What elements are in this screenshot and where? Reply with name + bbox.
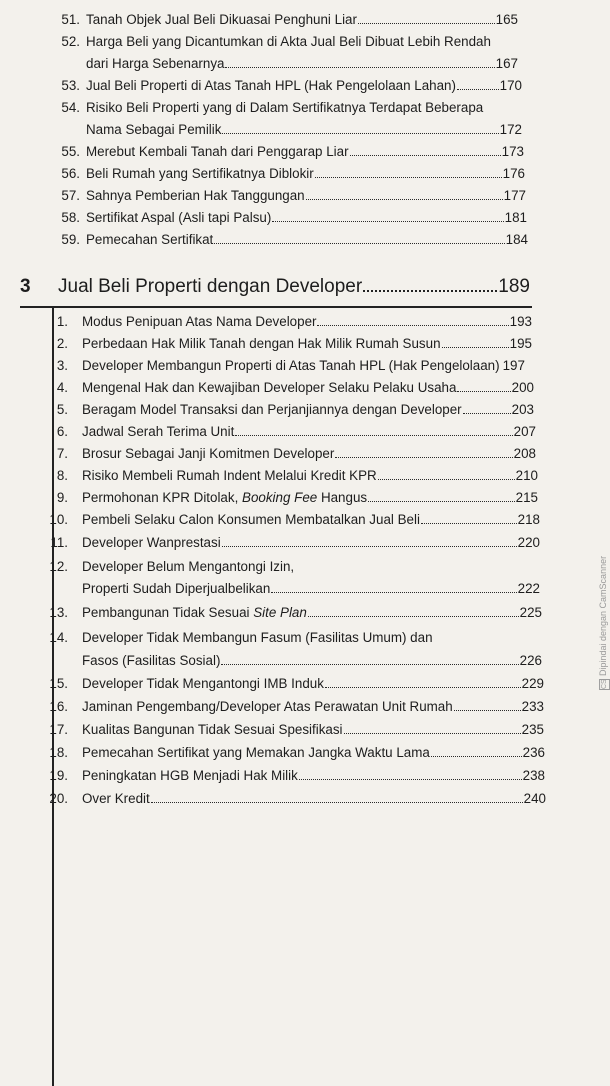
entry-number: 5. [56,402,68,417]
dot-leader [358,14,495,24]
camscanner-icon: CS [601,679,608,689]
entry-title-part: Hangus [317,490,368,505]
dot-leader [463,404,511,414]
entry-page: 197 [502,358,525,373]
dot-leader [457,382,510,392]
entry-title: Pembeli Selaku Calon Konsumen Membatalkan Jual Beli [82,512,420,527]
entry-title: Risiko Membeli Rumah Indent Melalui Kredit KPR [82,468,377,483]
entry-page: 220 [517,535,540,550]
entry-title-italic: Booking Fee [242,490,318,505]
entry-page: 181 [504,210,527,225]
dot-leader [350,146,501,156]
entry-title-cont: Nama Sebagai Pemilik [86,122,222,137]
entry-number: 13. [49,605,68,620]
dot-leader [368,492,515,502]
entry-title: Beli Rumah yang Sertifikatnya Diblokir [86,166,314,181]
entry-number: 18. [49,745,68,760]
entry-number: 6. [56,424,68,439]
entry-number: 9. [56,490,68,505]
dot-leader [378,470,515,480]
entry-number: 51. [61,12,80,27]
dot-leader [325,678,521,688]
entry-number: 7. [56,446,68,461]
entry-number: 52. [61,34,80,49]
entry-title: Modus Penipuan Atas Nama Developer [82,314,317,329]
entry-page: 177 [503,188,526,203]
dot-leader [457,80,499,90]
entry-title: Jaminan Pengembang/Developer Atas Perawatan Unit Rumah [82,699,453,714]
dot-leader [431,747,522,757]
dot-leader [442,338,509,348]
entry-page: 207 [513,424,536,439]
entry-title: Mengenal Hak dan Kewajiban Developer Selaku Pelaku Usaha [82,380,457,395]
entry-page: 226 [519,653,542,668]
entry-title-italic: Site Plan [253,605,307,620]
entry-number: 56. [61,166,80,181]
dot-leader [421,514,517,524]
entry-number: 55. [61,144,80,159]
dot-leader [299,770,522,780]
entry-title [82,487,367,509]
entry-page: 229 [521,676,544,691]
entry-number: 12. [49,559,68,574]
dot-leader [222,124,498,134]
entry-title: Jadwal Serah Terima Unit [82,424,235,439]
dot-leader [225,58,494,68]
dot-leader [306,190,503,200]
scanner-watermark [598,556,610,690]
chapter-rule [20,306,532,308]
entry-title: Over Kredit [82,791,150,806]
entry-page: 167 [495,56,518,71]
entry-page: 225 [519,605,542,620]
watermark-text: Dipindai dengan CamScanner [598,555,608,676]
entry-title: Developer Tidak Membangun Fasum (Fasilitas Umum) dan [82,630,433,645]
entry-title: Developer Membangun Properti di Atas Tanah HPL (Hak Pengelolaan) [82,358,500,373]
entry-number: 4. [56,380,68,395]
entry-title [82,602,307,624]
dot-leader [454,701,521,711]
entry-title: Perbedaan Hak Milik Tanah dengan Hak Milik Rumah Susun [82,336,441,351]
dot-leader [235,426,512,436]
entry-title: Risiko Beli Properti yang di Dalam Sertifikatnya Terdapat Beberapa [86,100,484,115]
entry-title: Developer Tidak Mengantongi IMB Induk [82,676,324,691]
dot-leader [221,655,518,665]
entry-number: 1. [56,314,68,329]
entry-number: 17. [49,722,68,737]
dot-leader [271,583,516,593]
entry-page: 208 [513,446,536,461]
dot-leader [222,537,517,547]
entry-page: 172 [499,122,522,137]
entry-page: 238 [522,768,545,783]
entry-title: Beragam Model Transaksi dan Perjanjiannya dengan Developer [82,402,462,417]
entry-number: 19. [49,768,68,783]
entry-page: 215 [515,490,538,505]
entry-title: Jual Beli Properti di Atas Tanah HPL (Hak Pengelolaan Lahan) [86,78,456,93]
entry-title-part: Pembangunan Tidak Sesuai [82,605,254,620]
entry-title: Peningkatan HGB Menjadi Hak Milik [82,768,298,783]
chapter-page: 189 [498,276,530,297]
entry-title: Pemecahan Sertifikat [86,232,214,247]
dot-leader [317,316,508,326]
entry-number: 58. [61,210,80,225]
entry-page: 176 [502,166,525,181]
entry-page: 218 [517,512,540,527]
entry-page: 210 [515,468,538,483]
entry-number: 2. [56,336,68,351]
entry-title: Harga Beli yang Dicantumkan di Akta Jual Beli Dibuat Lebih Rendah [86,34,491,49]
entry-page: 236 [522,745,545,760]
entry-title: Sahnya Pemberian Hak Tanggungan [86,188,305,203]
dot-leader [335,448,512,458]
entry-page: 165 [495,12,518,27]
dot-leader [308,607,519,617]
dot-leader [344,724,521,734]
entry-number: 57. [61,188,80,203]
entry-number: 8. [56,468,68,483]
entry-page: 200 [511,380,534,395]
dot-leader [363,277,497,292]
entry-number: 16. [49,699,68,714]
entry-number: 3. [56,358,68,373]
entry-page: 235 [521,722,544,737]
entry-number: 15. [49,676,68,691]
dot-leader [315,168,502,178]
entry-number: 20. [49,791,68,806]
entry-page: 240 [523,791,546,806]
entry-title: Kualitas Bangunan Tidak Sesuai Spesifikasi [82,722,343,737]
entry-title: Brosur Sebagai Janji Komitmen Developer [82,446,335,461]
entry-number: 53. [61,78,80,93]
entry-title: Pemecahan Sertifikat yang Memakan Jangka Waktu Lama [82,745,430,760]
entry-title: Merebut Kembali Tanah dari Penggarap Liar [86,144,349,159]
entry-title-cont: dari Harga Sebenarnya [86,56,225,71]
entry-number: 59. [61,232,80,247]
entry-number: 54. [61,100,80,115]
entry-page: 170 [499,78,522,93]
chapter-heading [0,268,600,308]
entry-title: Developer Wanprestasi [82,535,221,550]
entry-page: 203 [511,402,534,417]
entry-page: 193 [509,314,532,329]
entry-number: 10. [49,512,68,527]
entry-page: 173 [501,144,524,159]
dot-leader [214,234,504,244]
entry-title: Developer Belum Mengantongi Izin, [82,559,295,574]
entry-title-cont: Fasos (Fasilitas Sosial) [82,653,221,668]
entry-page: 195 [509,336,532,351]
entry-page: 184 [505,232,528,247]
entry-page: 222 [517,581,540,596]
entry-title-cont: Properti Sudah Diperjualbelikan [82,581,271,596]
entry-title: Tanah Objek Jual Beli Dikuasai Penghuni Liar [86,12,357,27]
entry-title-part: Permohonan KPR Ditolak, [82,490,243,505]
chapter-number: 3 [20,276,31,297]
entry-number: 11. [50,535,68,550]
chapter-title: Jual Beli Properti dengan Developer [58,276,363,297]
entry-title: Sertifikat Aspal (Asli tapi Palsu) [86,210,272,225]
dot-leader [272,212,503,222]
entry-number: 14. [49,630,68,645]
entry-page: 233 [521,699,544,714]
dot-leader [151,793,523,803]
